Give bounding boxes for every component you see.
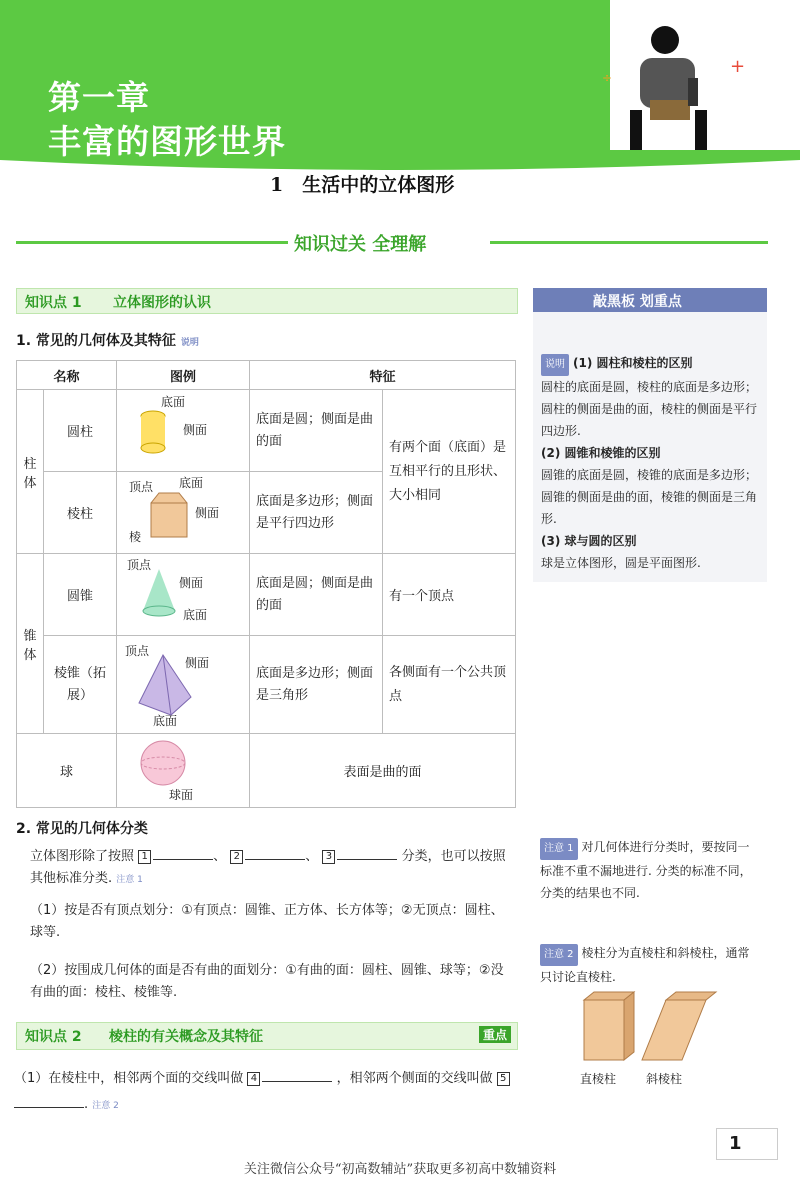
classification-2: （2）按围成几何体的面是否有曲的面划分：①有曲的面：圆柱、圆锥、球等；②没有曲的面：棱柱、棱锥等. xyxy=(30,963,504,1000)
row-name: 棱柱 xyxy=(44,472,117,554)
footer-note: 关注微信公众号“初高数辅站”获取更多初高中数辅资料 xyxy=(243,1162,557,1177)
note-tag: 注意 2 xyxy=(92,1101,119,1111)
blank-number: 5 xyxy=(497,1072,510,1086)
table-row xyxy=(17,734,516,808)
svg-text:侧面: 侧面 xyxy=(185,655,210,670)
solids-table xyxy=(16,360,516,808)
key-badge: 重点 xyxy=(479,1026,511,1043)
part1-title xyxy=(16,330,199,350)
table-row xyxy=(17,636,516,734)
row-feature: 底面是圆；侧面是曲的面 xyxy=(250,554,383,636)
svg-text:侧面: 侧面 xyxy=(183,422,208,437)
note-tag: 注意 1 xyxy=(540,838,578,860)
svg-text:底面: 底面 xyxy=(183,607,208,622)
svg-text:侧面: 侧面 xyxy=(195,505,220,520)
side-heading-2: (2) 圆锥和棱锥的区别 xyxy=(541,446,661,460)
fig-label-right-prism: 直棱柱 xyxy=(580,1072,617,1086)
group-pyramid: 锥体 xyxy=(17,554,44,734)
note-tag: 注意 1 xyxy=(116,875,143,885)
row-common: 有一个顶点 xyxy=(383,554,516,636)
row-name: 圆柱 xyxy=(44,390,117,472)
blackboard-panel xyxy=(533,312,767,582)
note-1-text: 对几何体进行分类时，要按同一标准不重不漏地进行. 分类的标准不同，分类的结果也不同. xyxy=(540,840,752,900)
part2-intro: 立体图形除了按照 1 、 2 、 3 分类，也可以按照其他标准分类. 注意 1 xyxy=(30,849,506,886)
intro-text-b: 分类，也可以按照其他标准分类. xyxy=(30,849,506,886)
row-common: 各侧面有一个公共顶点 xyxy=(383,636,516,734)
side-heading-1: (1) 圆柱和棱柱的区别 xyxy=(573,356,693,370)
blank-2[interactable] xyxy=(245,859,305,860)
header-illustration-area xyxy=(602,0,800,160)
side-heading-3: (3) 球与圆的区别 xyxy=(541,534,637,548)
row-name: 棱锥（拓展） xyxy=(44,636,117,734)
kp2-title: 棱柱的有关概念及其特征 xyxy=(109,1029,263,1045)
blank-1[interactable] xyxy=(153,859,213,860)
page-number: 1 xyxy=(729,1133,742,1154)
svg-text:顶点: 顶点 xyxy=(129,479,154,494)
row-name: 球 xyxy=(17,734,117,808)
side-text-3: 球是立体图形，圆是平面图形. xyxy=(541,556,701,570)
svg-text:÷: ÷ xyxy=(602,71,613,85)
part1-tag: 说明 xyxy=(180,338,199,348)
row-common: 有两个面（底面）是互相平行的且形状、大小相同 xyxy=(383,390,516,554)
blank-number: 1 xyxy=(138,850,151,864)
group-prism: 柱体 xyxy=(17,390,44,554)
chapter-number: 第一章 xyxy=(48,78,150,117)
row-name: 圆锥 xyxy=(44,554,117,636)
kp1-title: 立体图形的认识 xyxy=(113,295,211,311)
row-feature: 表面是曲的面 xyxy=(250,734,516,808)
table-header-name: 名称 xyxy=(17,361,117,390)
part3-text-a: （1）在棱柱中，相邻两个面的交线叫做 xyxy=(14,1071,244,1086)
blank-5[interactable] xyxy=(14,1107,84,1108)
chapter-title: 丰富的图形世界 xyxy=(48,122,286,161)
blank-number: 2 xyxy=(230,850,243,864)
prism-types-figure xyxy=(570,990,720,1066)
kp2-label: 知识点 2 xyxy=(25,1029,82,1045)
banner-line-left xyxy=(16,241,288,244)
svg-text:底面: 底面 xyxy=(179,475,204,490)
part2-title: 2. 常见的几何体分类 xyxy=(16,821,148,837)
side-text-2: 圆锥的底面是圆，棱锥的底面是多边形；圆锥的侧面是曲的面，棱锥的侧面是三角形. xyxy=(541,468,758,526)
row-feature: 底面是圆；侧面是曲的面 xyxy=(250,390,383,472)
blackboard-bar xyxy=(533,288,767,312)
row-feature: 底面是多边形；侧面是三角形 xyxy=(250,636,383,734)
table-header-feature: 特征 xyxy=(250,361,516,390)
side-tag: 说明 xyxy=(541,354,569,376)
note-tag: 注意 2 xyxy=(540,944,578,966)
svg-text:棱: 棱 xyxy=(129,529,142,544)
intro-text-a: 立体图形除了按照 xyxy=(30,849,135,864)
svg-text:底面: 底面 xyxy=(161,394,186,409)
pyramid-figure xyxy=(117,636,250,734)
table-row xyxy=(17,554,516,636)
blank-4[interactable] xyxy=(262,1081,332,1082)
svg-text:球面: 球面 xyxy=(169,787,194,802)
classification-1: （1）按是否有顶点划分：①有顶点：圆锥、正方体、长方体等；②无顶点：圆柱、球等. xyxy=(30,903,504,940)
table-header-figure: 图例 xyxy=(117,361,250,390)
student-illustration xyxy=(602,0,800,160)
section-title: 1 生活中的立体图形 xyxy=(270,174,455,196)
note-2-text: 棱柱分为直棱柱和斜棱柱，通常只讨论直棱柱. xyxy=(540,946,750,984)
blackboard-label: 敲黑板 划重点 xyxy=(593,294,682,310)
cylinder-figure xyxy=(117,390,250,472)
part3-text: （1）在棱柱中，相邻两个面的交线叫做 4 ，相邻两个侧面的交线叫做 5. 注意 2 xyxy=(14,1066,514,1119)
page-number-box xyxy=(716,1128,778,1160)
blank-number: 3 xyxy=(322,850,335,864)
svg-text:底面: 底面 xyxy=(153,713,178,728)
svg-text:顶点: 顶点 xyxy=(125,643,150,658)
cone-figure xyxy=(117,554,250,636)
svg-text:侧面: 侧面 xyxy=(179,575,204,590)
part3-text-b: ，相邻两个侧面的交线叫做 xyxy=(336,1071,493,1086)
knowledge-point-2-bar xyxy=(16,1022,518,1050)
blank-3[interactable] xyxy=(337,859,397,860)
svg-text:+: + xyxy=(730,56,746,77)
row-feature: 底面是多边形；侧面是平行四边形 xyxy=(250,472,383,554)
side-text-1: 圆柱的底面是圆，棱柱的底面是多边形；圆柱的侧面是曲的面，棱柱的侧面是平行四边形. xyxy=(541,380,758,438)
side-note-1 xyxy=(540,836,760,904)
blank-number: 4 xyxy=(247,1072,260,1086)
prism-figure xyxy=(117,472,250,554)
kp1-label: 知识点 1 xyxy=(25,295,82,311)
part1-title-text: 1. 常见的几何体及其特征 xyxy=(16,333,176,349)
svg-text:顶点: 顶点 xyxy=(127,557,152,572)
side-note-2 xyxy=(540,942,760,988)
banner-line-right xyxy=(490,241,768,244)
sphere-figure xyxy=(117,734,250,808)
knowledge-point-1-bar xyxy=(16,288,518,314)
banner-title: 知识过关 全理解 xyxy=(288,230,432,256)
table-row xyxy=(17,390,516,472)
fig-label-oblique-prism: 斜棱柱 xyxy=(646,1072,683,1086)
